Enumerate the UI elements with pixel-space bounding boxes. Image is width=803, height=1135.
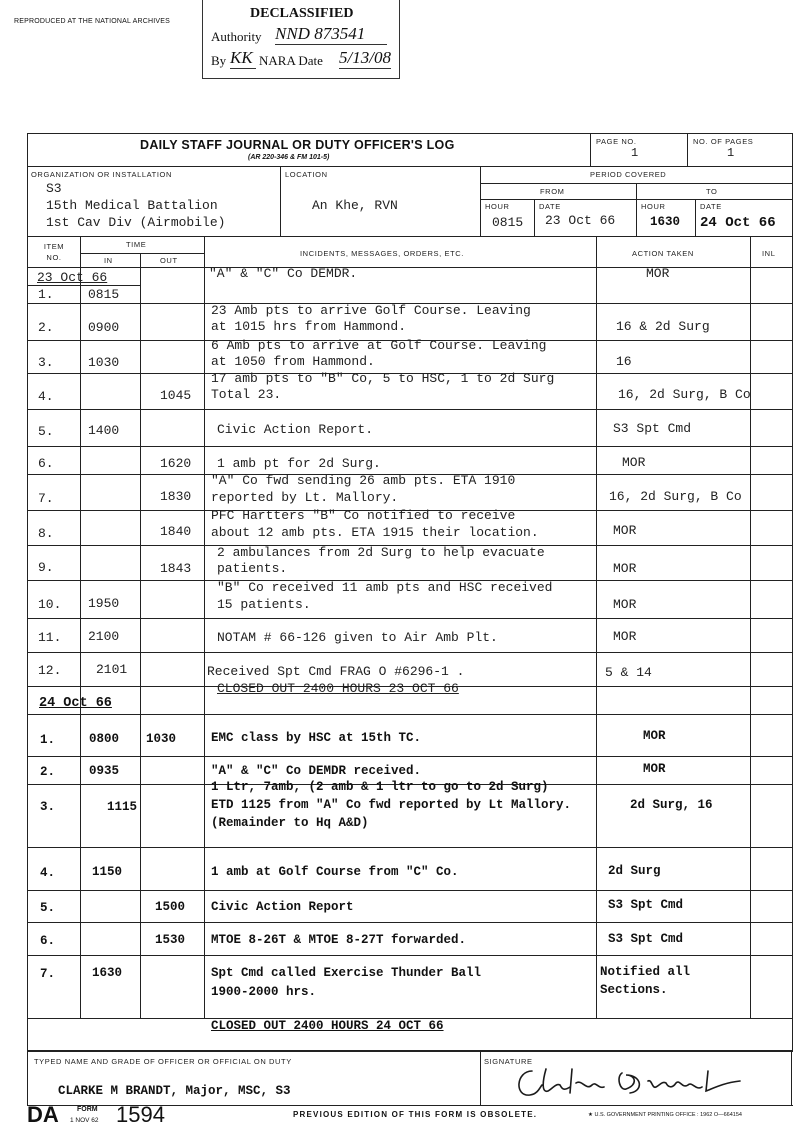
form-title: DAILY STAFF JOURNAL OR DUTY OFFICER'S LOG — [140, 138, 455, 152]
entry-text: PFC Hartters "B" Co notified to receive — [211, 508, 516, 523]
declass-title: DECLASSIFIED — [250, 6, 354, 21]
gpo-note: ★ U.S. GOVERNMENT PRINTING OFFICE : 1962 O—664154 — [588, 1112, 742, 1118]
entry-time-out: 1843 — [160, 561, 192, 576]
nara-label: NARA Date — [259, 53, 323, 68]
entry-text: 15 patients. — [217, 597, 311, 612]
entry-time-in: 1030 — [88, 355, 120, 370]
col-item: ITEM NO. — [43, 242, 65, 262]
from-date: 23 Oct 66 — [545, 213, 616, 228]
entry-action: S3 Spt Cmd — [608, 898, 684, 912]
entry-action: 2d Surg, 16 — [630, 798, 713, 812]
entry-item: 11. — [38, 630, 62, 645]
entry-text: Civic Action Report — [211, 900, 354, 914]
entry-text: reported by Lt. Mallory. — [211, 490, 399, 505]
by-value: KK — [230, 48, 256, 69]
officer-label: TYPED NAME AND GRADE OF OFFICER OR OFFICIAL ON DUTY — [34, 1057, 292, 1066]
org-line-2: 15th Medical Battalion — [46, 198, 218, 213]
entry-text: "A" & "C" Co DEMDR received. — [211, 764, 422, 778]
entry-time-out: 1030 — [146, 732, 177, 746]
entry-text: 2 ambulances from 2d Surg to help evacuate — [217, 545, 545, 560]
entry-text: "B" Co received 11 amb pts and HSC received — [217, 580, 553, 595]
col-inl: INL — [762, 249, 776, 258]
entry-text: 6 Amb pts to arrive at Golf Course. Leaving — [211, 338, 547, 353]
from-label: FROM — [540, 187, 565, 196]
entry-time-out: 1500 — [155, 900, 186, 914]
entry-text: about 12 amb pts. ETA 1915 their location. — [211, 525, 539, 540]
org-line-1: S3 — [46, 181, 62, 196]
entry-text: 1 amb at Golf Course from "C" Co. — [211, 865, 459, 879]
entry-time-in: 1150 — [92, 865, 123, 879]
form-label: FORM — [77, 1106, 98, 1113]
entry-action: 16 — [616, 354, 632, 369]
previous-edition-note: PREVIOUS EDITION OF THIS FORM IS OBSOLETE. — [293, 1110, 538, 1119]
page-no-label: PAGE NO. — [596, 137, 637, 146]
entry-time-out: 1045 — [160, 388, 192, 403]
from-date-label: DATE — [539, 202, 561, 211]
entry-time-in: 2101 — [96, 662, 128, 677]
entry-action: MOR — [643, 729, 666, 743]
authority-value: NND 873541 — [275, 24, 387, 45]
period-label: PERIOD COVERED — [590, 170, 667, 179]
entry-action: MOR — [613, 561, 637, 576]
entry-item: 5. — [40, 901, 56, 915]
entry-text: at 1015 hrs from Hammond. — [211, 319, 407, 334]
entry-action: MOR — [613, 629, 637, 644]
form-regulation: (AR 220-346 & FM 101-5) — [248, 154, 330, 161]
from-hour: 0815 — [492, 215, 524, 230]
entry-item: 6. — [40, 934, 56, 948]
entry-text: NOTAM # 66-126 given to Air Amb Plt. — [217, 630, 498, 645]
entry-text: "A" & "C" Co DEMDR. — [209, 266, 358, 281]
entry-text: "A" Co fwd sending 26 amb pts. ETA 1910 — [211, 473, 516, 488]
col-action: ACTION TAKEN — [632, 249, 694, 258]
entry-text: 1 Ltr, 7amb, (2 amb & 1 ltr to go to 2d Surg) — [211, 780, 549, 794]
location: An Khe, RVN — [312, 198, 398, 213]
entry-time-out: 1620 — [160, 456, 192, 471]
signature-scribble — [512, 1063, 752, 1103]
entry-action: 2d Surg — [608, 864, 661, 878]
da-label: DA — [27, 1102, 59, 1127]
entry-item: 9. — [38, 560, 54, 575]
entry-text: patients. — [217, 561, 288, 576]
entry-time-in: 2100 — [88, 629, 120, 644]
entry-action: S3 Spt Cmd — [608, 932, 684, 946]
entry-action: Sections. — [600, 983, 668, 997]
entry-item: 7. — [38, 491, 54, 506]
entry-text: CLOSED OUT 2400 HOURS 24 OCT 66 — [211, 1019, 444, 1033]
entry-action: Notified all — [600, 965, 691, 979]
entry-text: 1 amb pt for 2d Surg. — [217, 456, 381, 471]
entry-text: Total 23. — [211, 387, 282, 402]
pages-label: NO. OF PAGES — [693, 137, 754, 146]
entry-time-out: 1830 — [160, 489, 192, 504]
entry-text: ETD 1125 from "A" Co fwd reported by Lt Mallory. — [211, 798, 572, 812]
entry-text: MTOE 8-26T & MTOE 8-27T forwarded. — [211, 933, 467, 947]
entry-time-in: 0815 — [88, 287, 120, 302]
form-date: 1 NOV 62 — [70, 1117, 99, 1124]
entry-action: 5 & 14 — [605, 665, 652, 680]
officer-name: CLARKE M BRANDT, Major, MSC, S3 — [58, 1084, 291, 1098]
entry-item: 8. — [38, 526, 54, 541]
col-in: IN — [104, 256, 113, 265]
org-line-3: 1st Cav Div (Airmobile) — [46, 215, 226, 230]
col-time: TIME — [126, 240, 147, 249]
entry-time-in: 0900 — [88, 320, 120, 335]
entry-text: (Remainder to Hq A&D) — [211, 816, 369, 830]
by-label: By — [211, 53, 227, 68]
entry-time-out: 1840 — [160, 524, 192, 539]
entry-time-in: 0935 — [89, 764, 120, 778]
entry-item: 7. — [40, 967, 56, 981]
entry-action: MOR — [613, 523, 637, 538]
entry-text: CLOSED OUT 2400 HOURS 23 OCT 66 — [217, 681, 459, 696]
entry-text: 23 Amb pts to arrive Golf Course. Leaving — [211, 303, 531, 318]
nara-value: 5/13/08 — [339, 48, 391, 67]
entry-time-out: 1530 — [155, 933, 186, 947]
form-number: 1594 — [116, 1102, 165, 1127]
col-out: OUT — [160, 256, 178, 265]
entry-item: 3. — [40, 800, 56, 814]
entry-time-in: 1630 — [92, 966, 123, 980]
to-date: 24 Oct 66 — [700, 215, 776, 231]
entry-text: Civic Action Report. — [217, 422, 374, 437]
authority-label: Authority — [211, 29, 262, 44]
entry-action: MOR — [622, 455, 646, 470]
entry-item: 3. — [38, 355, 54, 370]
entry-date-23oct: 23 Oct 66 — [37, 270, 108, 285]
page-no: 1 — [631, 146, 639, 160]
entry-item: 1. — [40, 733, 56, 747]
pages: 1 — [727, 146, 735, 160]
entry-item: 6. — [38, 456, 54, 471]
entry-item: 4. — [40, 866, 56, 880]
entry-item: 1. — [38, 287, 54, 302]
entry-action: MOR — [646, 266, 670, 281]
entry-action: MOR — [643, 762, 666, 776]
to-label: TO — [706, 187, 718, 196]
to-hour: 1630 — [650, 215, 681, 229]
entry-text: Received Spt Cmd FRAG O #6296-1 . — [207, 664, 465, 679]
entry-time-in: 1115 — [107, 800, 138, 814]
entry-action: 16, 2d Surg, B Co — [609, 489, 742, 504]
entry-item: 2. — [40, 765, 56, 779]
location-label: LOCATION — [285, 170, 328, 179]
to-date-label: DATE — [700, 202, 722, 211]
declassification-stamp — [202, 0, 400, 79]
entry-date-24oct: 24 Oct 66 — [39, 696, 112, 711]
entry-text: 1900-2000 hrs. — [211, 985, 317, 999]
signature — [512, 1063, 752, 1111]
from-hour-label: HOUR — [485, 202, 510, 211]
signature-label: SIGNATURE — [484, 1057, 533, 1066]
entry-action: MOR — [613, 597, 637, 612]
entry-action: S3 Spt Cmd — [613, 421, 692, 436]
entry-item: 12. — [38, 663, 62, 678]
entry-item: 10. — [38, 597, 62, 612]
entry-item: 2. — [38, 320, 54, 335]
entry-item: 4. — [38, 389, 54, 404]
entry-time-in: 1950 — [88, 596, 120, 611]
entry-text: 17 amb pts to "B" Co, 5 to HSC, 1 to 2d Surg — [211, 371, 555, 386]
entry-time-in: 0800 — [89, 732, 120, 746]
entry-text: EMC class by HSC at 15th TC. — [211, 731, 422, 745]
entry-item: 5. — [38, 424, 54, 439]
to-hour-label: HOUR — [641, 202, 666, 211]
entry-action: 16 & 2d Surg — [616, 319, 710, 334]
col-incidents: INCIDENTS, MESSAGES, ORDERS, ETC. — [300, 249, 464, 258]
entry-text: at 1050 from Hammond. — [211, 354, 375, 369]
archive-note: REPRODUCED AT THE NATIONAL ARCHIVES — [14, 18, 170, 25]
entry-time-in: 1400 — [88, 423, 120, 438]
entry-action: 16, 2d Surg, B Co — [618, 387, 751, 402]
org-label: ORGANIZATION OR INSTALLATION — [31, 170, 172, 179]
entry-text: Spt Cmd called Exercise Thunder Ball — [211, 966, 482, 980]
